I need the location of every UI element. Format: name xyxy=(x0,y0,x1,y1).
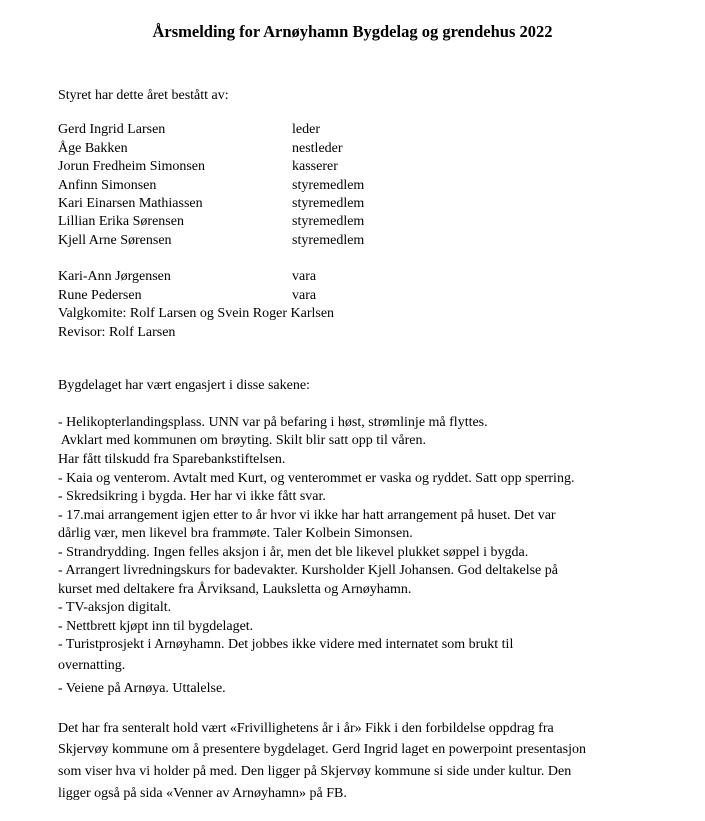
board-member-row xyxy=(58,232,678,250)
board-member-name: Lillian Erika Sørensen xyxy=(58,214,184,229)
issue-line: - TV-aksjon digitalt. xyxy=(58,600,172,615)
issue-line: overnatting. xyxy=(58,658,126,673)
board-member-role: nestleder xyxy=(292,140,343,156)
board-intro: Styret har dette året bestått av: xyxy=(58,88,229,103)
issue-line: - Veiene på Arnøya. Uttalelse. xyxy=(58,681,226,696)
issue-line: - Nettbrett kjøpt inn til bygdelaget. xyxy=(58,618,254,634)
closing-line: Skjervøy kommune om å presentere bygdelaget. Gerd Ingrid laget en powerpoint presentasjon xyxy=(58,742,586,757)
document-title: Årsmelding for Arnøyhamn Bygdelag og grendehus 2022 xyxy=(152,22,553,41)
alternate-name: Kari-Ann Jørgensen xyxy=(58,269,171,284)
board-member-role: styremedlem xyxy=(292,214,365,229)
board-member-role: styremedlem xyxy=(292,196,365,211)
election-committee: Valgkomite: Rolf Larsen og Svein Roger Karlsen xyxy=(58,306,335,321)
board-member-name: Jorun Fredheim Simonsen xyxy=(58,159,205,174)
issue-line: kurset med deltakere fra Årviksand, Lauksletta og Arnøyhamn. xyxy=(58,581,412,597)
board-member-row xyxy=(58,140,678,158)
issue-line: - 17.mai arrangement igjen etter to år hvor vi ikke har hatt arrangement på huset. Det var xyxy=(58,507,556,523)
issue-line: - Skredsikring i bygda. Her har vi ikke fått svar. xyxy=(58,489,326,504)
alternate-name: Rune Pedersen xyxy=(58,288,142,303)
alternate-row xyxy=(58,268,678,286)
board-member-name: Kjell Arne Sørensen xyxy=(58,232,172,248)
closing-line: ligger også på sida «Venner av Arnøyhamn» på FB. xyxy=(58,786,347,801)
board-member-role: leder xyxy=(292,122,320,137)
issue-line: dårlig vær, men likevel bra frammøte. Taler Kolbein Simonsen. xyxy=(58,526,413,541)
issues-intro: Bygdelaget har vært engasjert i disse sakene: xyxy=(58,378,310,393)
board-member-role: styremedlem xyxy=(292,232,365,248)
board-member-name: Kari Einarsen Mathiassen xyxy=(58,196,203,211)
alternate-role: vara xyxy=(292,288,317,303)
issue-line: Avklart med kommunen om brøyting. Skilt blir satt opp til våren. xyxy=(58,433,426,448)
issue-line: - Kaia og venterom. Avtalt med Kurt, og venterommet er vaska og ryddet. Satt opp sperring. xyxy=(58,470,575,486)
issue-line: - Arrangert livredningskurs for badevakter. Kursholder Kjell Johansen. God deltakelse på xyxy=(58,563,558,578)
alternate-row xyxy=(58,287,678,305)
issue-line: - Helikopterlandingsplass. UNN var på befaring i høst, strømlinje må flyttes. xyxy=(58,415,488,430)
board-member-name: Anfinn Simonsen xyxy=(58,177,157,193)
board-member-row xyxy=(58,195,678,213)
board-member-row xyxy=(58,121,678,139)
alternate-role: vara xyxy=(292,269,317,284)
board-member-role: styremedlem xyxy=(292,177,365,193)
board-member-name: Gerd Ingrid Larsen xyxy=(58,122,166,137)
issue-line: - Strandrydding. Ingen felles aksjon i år, men det ble likevel plukket søppel i bygda. xyxy=(58,544,529,560)
issue-line: Har fått tilskudd fra Sparebankstiftelsen. xyxy=(58,452,286,467)
board-member-name: Åge Bakken xyxy=(58,140,128,156)
auditor: Revisor: Rolf Larsen xyxy=(58,324,176,340)
closing-line: som viser hva vi holder på med. Den ligger på Skjervøy kommune si side under kultur. Den xyxy=(58,764,572,779)
board-member-row xyxy=(58,213,678,231)
board-member-row xyxy=(58,158,678,176)
closing-line: Det har fra senteralt hold vært «Frivillighetens år i år» Fikk i den forbildelse oppdrag fra xyxy=(58,721,554,736)
board-member-row xyxy=(58,177,678,195)
board-member-role: kasserer xyxy=(292,159,338,174)
issue-line: - Turistprosjekt i Arnøyhamn. Det jobbes ikke videre med internatet som brukt til xyxy=(58,637,514,652)
